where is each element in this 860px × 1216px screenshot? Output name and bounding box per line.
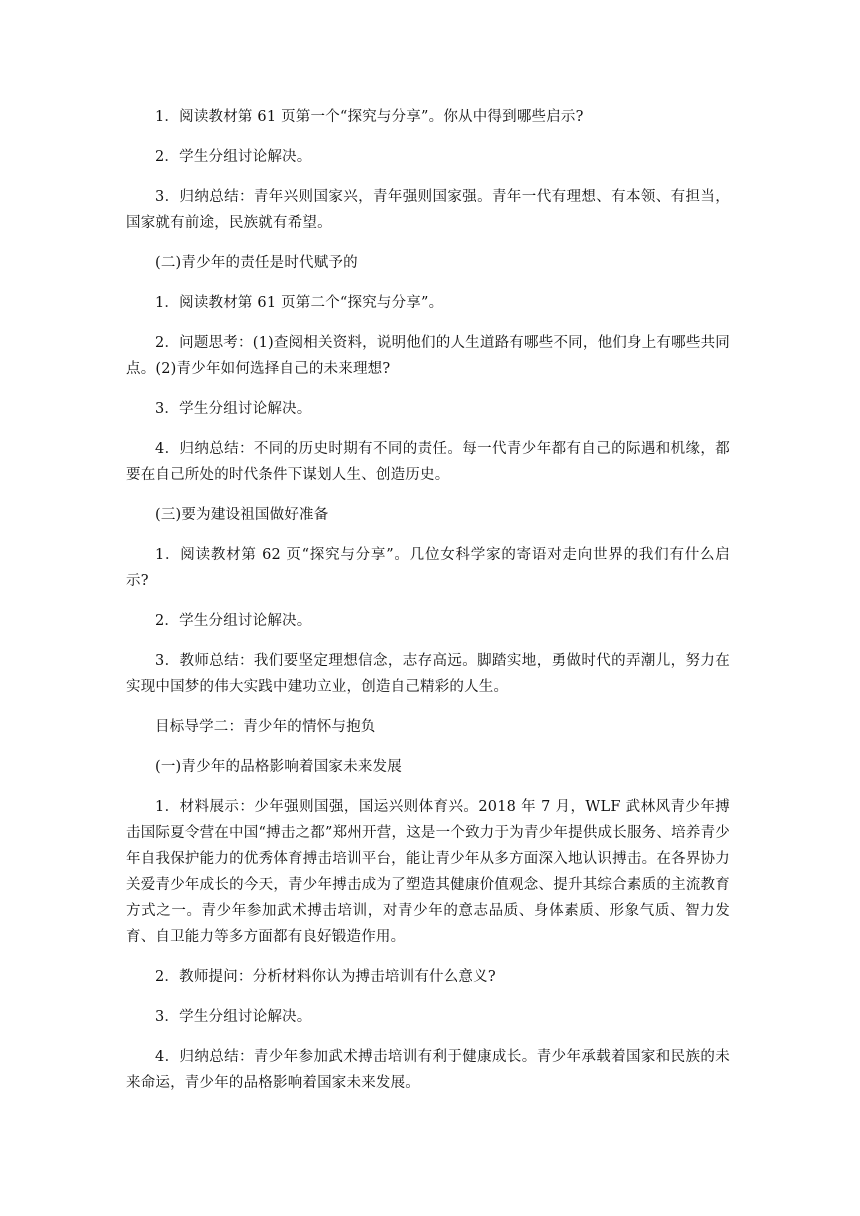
paragraph-18: 4．归纳总结：青少年参加武术搏击培训有利于健康成长。青少年承载着国家和民族的未来命运，青少年的品格影响着国家未来发展。 [126,1049,730,1091]
section-heading-1b: (一)青少年的品格影响着国家未来发展 [155,759,402,775]
paragraph-15: 1．材料展示：少年强则国强，国运兴则体育兴。2018 年 7 月，WLF 武林风青少年搏击国际夏令营在中国“搏击之都”郑州开营，这是一个致力于为青少年提供成长服务、培养青少年自我保护能力的优秀体育搏击培训平台，能让青少年从多方面深入地认识搏击。在各界协力关爱青少年成长的今天，青少年搏击成为了塑造其健康价值观念、提升其综合素质的主流教育方式之一。青少年参加武术搏击培训，对青少年的意志品质、身体素质、形象气质、智力发育、自卫能力等多方面都有良好锻造作用。 [126,799,730,945]
paragraph-11: 2．学生分组讨论解决。 [155,613,312,629]
paragraph-12: 3．教师总结：我们要坚定理想信念，志存高远。脚踏实地，勇做时代的弄潮儿，努力在实现中国梦的伟大实践中建功立业，创造自己精彩的人生。 [126,653,730,695]
paragraph-1: 1．阅读教材第 61 页第一个“探究与分享”。你从中得到哪些启示? [155,109,584,125]
paragraph-3: 3．归纳总结：青年兴则国家兴，青年强则国家强。青年一代有理想、有本领、有担当，国家就有前途，民族就有希望。 [126,189,730,231]
section-heading-2: (二)青少年的责任是时代赋予的 [155,255,358,271]
paragraph-10: 1．阅读教材第 62 页“探究与分享”。几位女科学家的寄语对走向世界的我们有什么启示? [126,547,730,589]
paragraph-7: 3．学生分组讨论解决。 [155,401,312,417]
paragraph-2: 2．学生分组讨论解决。 [155,149,312,165]
paragraph-8: 4．归纳总结：不同的历史时期有不同的责任。每一代青少年都有自己的际遇和机缘，都要在自己所处的时代条件下谋划人生、创造历史。 [126,441,730,483]
paragraph-16: 2．教师提问：分析材料你认为搏击培训有什么意义? [155,969,496,985]
paragraph-6: 2．问题思考：(1)查阅相关资料，说明他们的人生道路有哪些不同，他们身上有哪些共同点。(2)青少年如何选择自己的未来理想? [126,335,730,377]
document-body [126,104,730,1110]
paragraph-5: 1．阅读教材第 61 页第二个“探究与分享”。 [155,295,444,311]
section-heading-3: (三)要为建设祖国做好准备 [155,507,329,523]
objective-heading-2: 目标导学二：青少年的情怀与抱负 [155,719,376,735]
paragraph-17: 3．学生分组讨论解决。 [155,1009,312,1025]
